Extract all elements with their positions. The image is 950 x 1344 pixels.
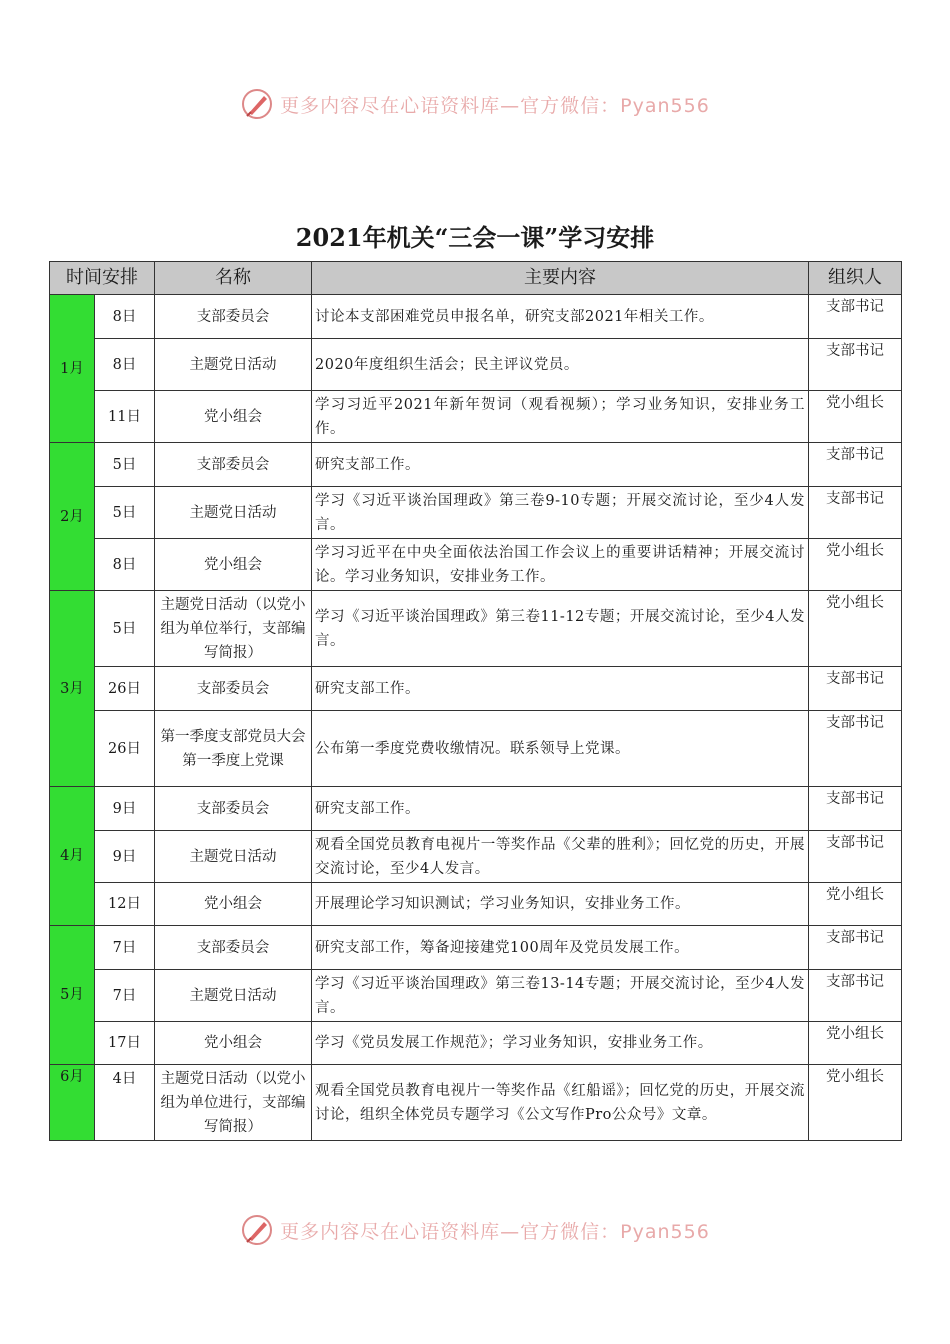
header-time: 时间安排 xyxy=(50,262,155,295)
table-row xyxy=(50,391,902,443)
organizer-cell: 支部书记 xyxy=(809,487,902,539)
organizer-cell: 党小组长 xyxy=(809,883,902,926)
day-cell: 5日 xyxy=(95,591,155,667)
table-row xyxy=(50,711,902,787)
content-cell: 学习《党员发展工作规范》；学习业务知识，安排业务工作。 xyxy=(312,1022,809,1065)
content-cell: 开展理论学习知识测试；学习业务知识，安排业务工作。 xyxy=(312,883,809,926)
meeting-name-cell: 党小组会 xyxy=(155,391,312,443)
meeting-name-cell: 主题党日活动（以党小组为单位举行，支部编写简报） xyxy=(155,591,312,667)
month-cell: 3月 xyxy=(50,591,95,787)
table-row xyxy=(50,787,902,831)
organizer-cell: 支部书记 xyxy=(809,339,902,391)
meeting-name-cell: 支部委员会 xyxy=(155,926,312,970)
content-cell: 学习《习近平谈治国理政》第三卷9-10专题；开展交流讨论，至少4人发言。 xyxy=(312,487,809,539)
schedule-table xyxy=(49,261,902,1141)
table-row xyxy=(50,1065,902,1141)
table-row xyxy=(50,667,902,711)
content-cell: 学习习近平2021年新年贺词（观看视频）；学习业务知识，安排业务工作。 xyxy=(312,391,809,443)
table-row xyxy=(50,926,902,970)
content-cell: 观看全国党员教育电视片一等奖作品《红船谣》；回忆党的历史，开展交流讨论，组织全体党员专题学习《公文写作Pro公众号》文章。 xyxy=(312,1065,809,1141)
day-cell: 7日 xyxy=(95,926,155,970)
organizer-cell: 支部书记 xyxy=(809,831,902,883)
organizer-cell: 支部书记 xyxy=(809,443,902,487)
day-cell: 26日 xyxy=(95,711,155,787)
organizer-cell: 党小组长 xyxy=(809,591,902,667)
content-cell: 研究支部工作，筹备迎接建党100周年及党员发展工作。 xyxy=(312,926,809,970)
month-cell: 2月 xyxy=(50,443,95,591)
organizer-cell: 支部书记 xyxy=(809,787,902,831)
content-cell: 学习《习近平谈治国理政》第三卷13-14专题；开展交流讨论，至少4人发言。 xyxy=(312,970,809,1022)
organizer-cell: 支部书记 xyxy=(809,926,902,970)
header-organizer: 组织人 xyxy=(809,262,902,295)
meeting-name-cell: 主题党日活动 xyxy=(155,970,312,1022)
month-cell: 1月 xyxy=(50,295,95,443)
day-cell: 26日 xyxy=(95,667,155,711)
organizer-cell: 党小组长 xyxy=(809,1022,902,1065)
table-row xyxy=(50,970,902,1022)
day-cell: 8日 xyxy=(95,339,155,391)
table-row xyxy=(50,831,902,883)
month-cell: 6月 xyxy=(50,1065,95,1141)
meeting-name-cell: 第一季度支部党员大会 第一季度上党课 xyxy=(155,711,312,787)
day-cell: 5日 xyxy=(95,443,155,487)
table-row xyxy=(50,591,902,667)
day-cell: 8日 xyxy=(95,539,155,591)
table-row xyxy=(50,1022,902,1065)
month-cell: 5月 xyxy=(50,926,95,1065)
day-cell: 12日 xyxy=(95,883,155,926)
feather-pen-logo-icon xyxy=(240,1213,274,1247)
meeting-name-cell: 支部委员会 xyxy=(155,295,312,339)
content-cell: 研究支部工作。 xyxy=(312,667,809,711)
meeting-name-cell: 支部委员会 xyxy=(155,443,312,487)
header-name: 名称 xyxy=(155,262,312,295)
table-row xyxy=(50,443,902,487)
meeting-name-cell: 主题党日活动 xyxy=(155,339,312,391)
table-row xyxy=(50,883,902,926)
organizer-cell: 支部书记 xyxy=(809,711,902,787)
table-row xyxy=(50,339,902,391)
meeting-name-cell: 党小组会 xyxy=(155,883,312,926)
content-cell: 学习《习近平谈治国理政》第三卷11-12专题；开展交流讨论，至少4人发言。 xyxy=(312,591,809,667)
day-cell: 7日 xyxy=(95,970,155,1022)
day-cell: 9日 xyxy=(95,787,155,831)
content-cell: 讨论本支部困难党员申报名单，研究支部2021年相关工作。 xyxy=(312,295,809,339)
content-cell: 研究支部工作。 xyxy=(312,443,809,487)
organizer-cell: 党小组长 xyxy=(809,539,902,591)
month-cell: 4月 xyxy=(50,787,95,926)
content-cell: 学习习近平在中央全面依法治国工作会议上的重要讲话精神；开展交流讨论。学习业务知识，安排业务工作。 xyxy=(312,539,809,591)
day-cell: 5日 xyxy=(95,487,155,539)
content-cell: 研究支部工作。 xyxy=(312,787,809,831)
organizer-cell: 支部书记 xyxy=(809,667,902,711)
day-cell: 4日 xyxy=(95,1065,155,1141)
meeting-name-cell: 主题党日活动（以党小组为单位进行，支部编写简报） xyxy=(155,1065,312,1141)
meeting-name-cell: 主题党日活动 xyxy=(155,831,312,883)
meeting-name-cell: 支部委员会 xyxy=(155,667,312,711)
meeting-name-cell: 支部委员会 xyxy=(155,787,312,831)
organizer-cell: 党小组长 xyxy=(809,391,902,443)
meeting-name-cell: 党小组会 xyxy=(155,1022,312,1065)
watermark-text: 更多内容尽在心语资料库—官方微信：Pyan556 xyxy=(280,1220,710,1243)
watermark-top xyxy=(0,84,950,124)
meeting-name-cell: 党小组会 xyxy=(155,539,312,591)
content-cell: 2020年度组织生活会；民主评议党员。 xyxy=(312,339,809,391)
day-cell: 8日 xyxy=(95,295,155,339)
content-cell: 观看全国党员教育电视片一等奖作品《父辈的胜利》；回忆党的历史，开展交流讨论，至少4人发言。 xyxy=(312,831,809,883)
meeting-name-cell: 主题党日活动 xyxy=(155,487,312,539)
table-row xyxy=(50,487,902,539)
table-header-row xyxy=(50,262,902,295)
day-cell: 11日 xyxy=(95,391,155,443)
table-row xyxy=(50,295,902,339)
organizer-cell: 党小组长 xyxy=(809,1065,902,1141)
content-cell: 公布第一季度党费收缴情况。联系领导上党课。 xyxy=(312,711,809,787)
watermark-text: 更多内容尽在心语资料库—官方微信：Pyan556 xyxy=(280,94,710,117)
day-cell: 9日 xyxy=(95,831,155,883)
watermark-bottom xyxy=(0,1210,950,1250)
day-cell: 17日 xyxy=(95,1022,155,1065)
organizer-cell: 支部书记 xyxy=(809,295,902,339)
feather-pen-logo-icon xyxy=(240,87,274,121)
header-content: 主要内容 xyxy=(312,262,809,295)
page-title: 2021年机关“三会一课”学习安排 xyxy=(295,223,655,252)
organizer-cell: 支部书记 xyxy=(809,970,902,1022)
table-row xyxy=(50,539,902,591)
